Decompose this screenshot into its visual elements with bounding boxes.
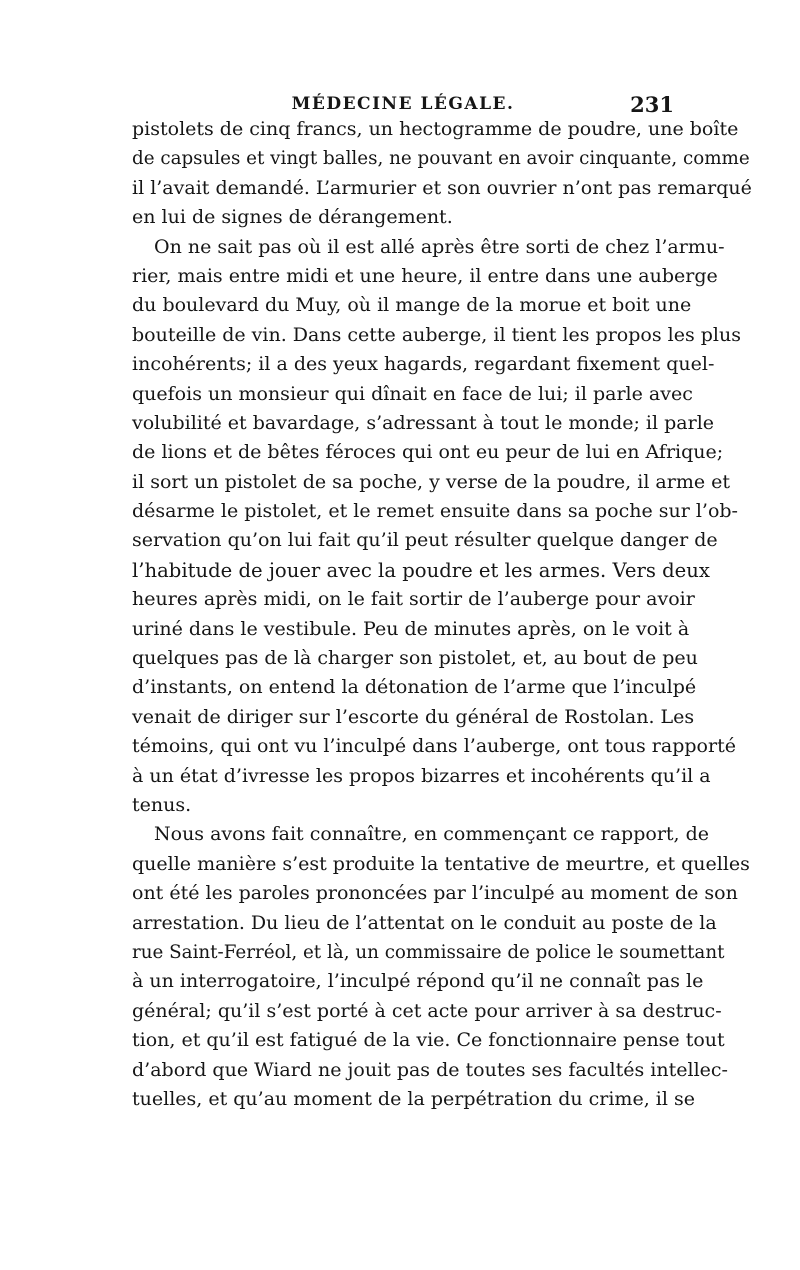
text-line: tuelles, et qu’au moment de la perpétration du crime, il se [132,1087,695,1110]
text-line: heures après midi, on le fait sortir de l’auberge pour avoir [132,588,695,611]
text-line: Nous avons fait connaître, en commençant ce rapport, de [154,823,710,846]
text-line: venait de diriger sur l’escorte du général de Rostolan. Les [132,705,695,728]
text-line: bouteille de vin. Dans cette auberge, il tient les propos les plus [132,323,741,346]
text-line: d’abord que Wiard ne jouit pas de toutes ses facultés intellec- [132,1058,728,1081]
text-line: rue Saint-Ferréol, et là, un commissaire de police le soumettant [132,941,725,963]
text-line: à un état d’ivresse les propos bizarres et incohérents qu’il a [132,764,711,787]
text-line: témoins, qui ont vu l’inculpé dans l’auberge, ont tous rapporté [132,735,736,758]
text-line: volubilité et bavardage, s’adressant à tout le monde; il parle [132,411,715,434]
text-line: quelques pas de là charger son pistolet, et, au bout de peu [132,647,698,670]
page-number: 231 [630,92,674,117]
text-line: arrestation. Du lieu de l’attentat on le conduit au poste de la [132,911,717,934]
text-line: quefois un monsieur qui dînait en face de lui; il parle avec [132,382,693,405]
text-line: désarme le pistolet, et le remet ensuite dans sa poche sur l’ob- [132,500,738,523]
text-line: du boulevard du Muy, où il mange de la morue et boit une [132,294,692,317]
text-line: il l’avait demandé. L’armurier et son ouvrier n’ont pas remarqué [132,176,752,199]
text-line: en lui de signes de dérangement. [132,206,453,229]
text-line: rier, mais entre midi et une heure, il entre dans une auberge [132,264,718,287]
text-line: d’instants, on entend la détonation de l’arme que l’inculpé [132,676,697,699]
text-line: On ne sait pas où il est allé après être sorti de chez l’armu- [154,235,725,258]
text-line: de capsules et vingt balles, ne pouvant en avoir cinquante, comme [132,148,750,170]
text-line: uriné dans le vestibule. Peu de minutes après, on le voit à [132,617,690,640]
text-line: à un interrogatoire, l’inculpé répond qu’il ne connaît pas le [132,970,704,993]
text-line: il sort un pistolet de sa poche, y verse de la poudre, il arme et [132,470,731,493]
running-title: MÉDECINE LÉGALE. [291,94,515,114]
text-line: de lions et de bêtes féroces qui ont eu peur de lui en Afrique; [132,441,724,464]
text-line: l’habitude de jouer avec la poudre et les armes. Vers deux [132,558,710,582]
text-line: ont été les paroles prononcées par l’inculpé au moment de son [132,882,738,905]
text-line: pistolets de cinq francs, un hectogramme de poudre, une boîte [132,118,739,140]
text-line: quelle manière s’est produite la tentative de meurtre, et quelles [132,852,750,875]
text-line: incohérents; il a des yeux hagards, regardant fixement quel- [132,353,715,376]
text-line: servation qu’on lui fait qu’il peut résulter quelque danger de [132,529,718,552]
body-text [132,115,752,1114]
text-line: général; qu’il s’est porté à cet acte pour arriver à sa destruc- [132,999,722,1022]
text-line: tenus. [132,793,192,816]
text-line: tion, et qu’il est fatigué de la vie. Ce fonctionnaire pense tout [132,1029,725,1052]
